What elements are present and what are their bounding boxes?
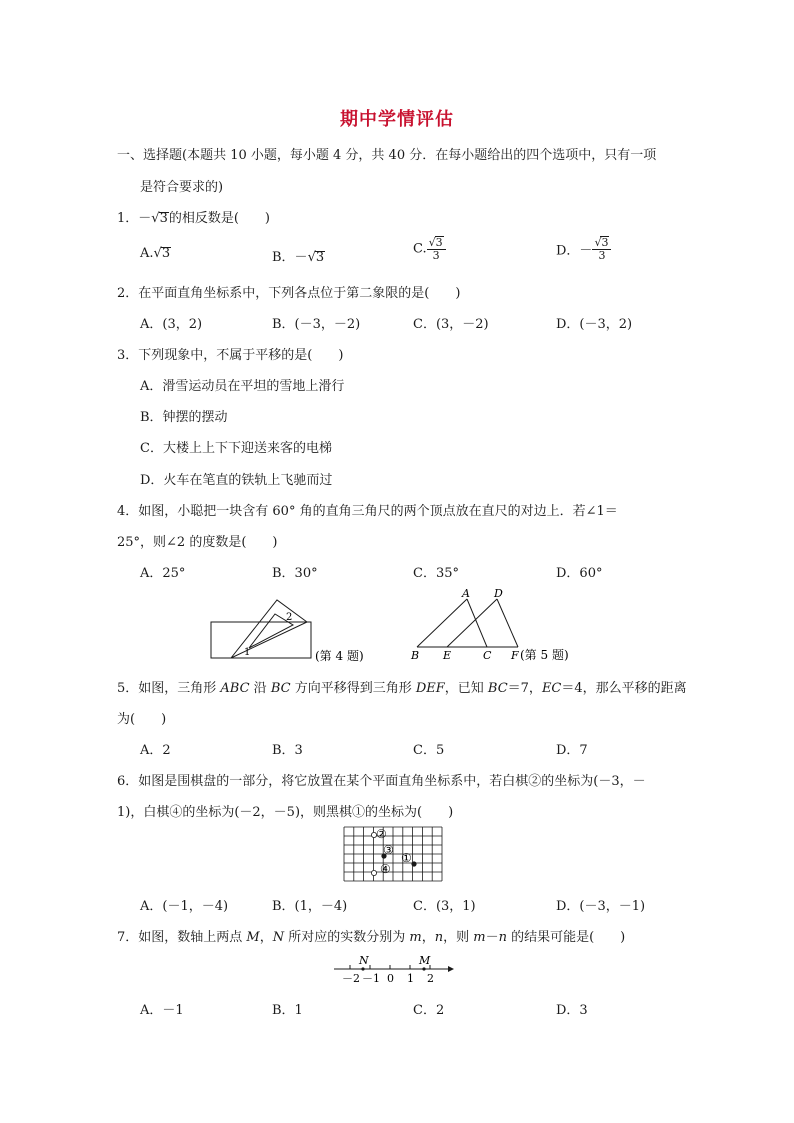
section-instructions-line2: 是符合要求的) xyxy=(140,180,224,195)
q4-stem-line2: 25°，则∠2 的度数是( ) xyxy=(117,535,278,550)
q7-option-b: B．1 xyxy=(272,1003,303,1018)
page-title: 期中学情评估 xyxy=(340,109,454,130)
q6-option-b: B．(1，－4) xyxy=(272,899,348,914)
q5-label-B: B xyxy=(411,649,420,662)
arrow-right-icon xyxy=(448,966,454,972)
q5-label-D: D xyxy=(494,587,503,600)
q3-option-b: B．钟摆的摆动 xyxy=(140,410,228,425)
q6-option-d: D．(－3，－1) xyxy=(556,899,646,914)
q1-option-b: B．－√3 xyxy=(272,250,325,265)
q2-option-c: C．(3，－2) xyxy=(413,317,489,332)
section-instructions-line1: 一、选择题(本题共 10 小题，每小题 4 分，共 40 分．在每小题给出的四个选项中，只有一项 xyxy=(117,148,657,163)
q7-label-N: N xyxy=(359,954,369,967)
q4-stem-line1: 4．如图，小聪把一块含有 60° 角的直角三角尺的两个顶点放在直尺的对边上．若∠1＝ xyxy=(117,504,618,519)
black-stone-2 xyxy=(411,861,416,866)
tick-label-0: 0 xyxy=(387,972,394,985)
q4-option-a: A．25° xyxy=(140,566,186,581)
q5-option-d: D．7 xyxy=(556,743,588,758)
q4-option-b: B．30° xyxy=(272,566,318,581)
triangle-ruler-outer xyxy=(231,600,307,658)
q3-option-d: D．火车在笔直的铁轨上飞驰而过 xyxy=(140,473,333,488)
q5-label-A: A xyxy=(462,587,470,600)
q6-option-a: A．(－1，－4) xyxy=(140,899,229,914)
q5-option-b: B．3 xyxy=(272,743,303,758)
q7-stem: 7．如图，数轴上两点 M，N 所对应的实数分别为 m，n，则 m－n 的结果可能是( ) xyxy=(117,930,626,945)
q3-stem: 3．下列现象中，不属于平移的是( ) xyxy=(117,348,344,363)
q2-option-d: D．(－3，2) xyxy=(556,317,633,332)
q6-stem-line1: 6．如图是围棋盘的一部分，将它放置在某个平面直角坐标系中，若白棋②的坐标为(－3，－ xyxy=(117,774,646,789)
q7-option-d: D．3 xyxy=(556,1003,588,1018)
q2-option-b: B．(－3，－2) xyxy=(272,317,361,332)
q5-label-E: E xyxy=(443,649,452,662)
q5-stem-line1: 5．如图，三角形 ABC 沿 BC 方向平移得到三角形 DEF，已知 BC＝7，EC＝4，那么平移的距离 xyxy=(117,681,687,696)
stone-label-3: ③ xyxy=(383,843,394,857)
q5-figure xyxy=(405,587,605,667)
tick-label-neg1: －1 xyxy=(362,972,380,985)
q2-stem: 2．在平面直角坐标系中，下列各点位于第二象限的是( ) xyxy=(117,286,461,301)
tick-label-neg2: －2 xyxy=(342,972,360,985)
q4-angle1-label: 1 xyxy=(244,647,251,658)
q7-number-line xyxy=(330,952,460,986)
q3-option-a: A．滑雪运动员在平坦的雪地上滑行 xyxy=(140,379,345,394)
q4-angle2-label: 2 xyxy=(286,612,293,623)
q7-option-c: C．2 xyxy=(413,1003,445,1018)
q6-option-c: C．(3，1) xyxy=(413,899,476,914)
q5-label-C: C xyxy=(483,649,492,662)
tick-label-2: 2 xyxy=(427,972,434,985)
q1-option-d: D．－ $\frac{√3}{3}$ xyxy=(556,236,611,262)
q4-option-d: D．60° xyxy=(556,566,603,581)
q5-label-F: F xyxy=(511,649,519,662)
q5-figure-caption: (第 5 题) xyxy=(520,648,569,662)
q1-stem: 1．－√3的相反数是( ) xyxy=(117,211,271,226)
q3-option-c: C．大楼上上下下迎送来客的电梯 xyxy=(140,441,332,456)
stone-label-2: ② xyxy=(376,827,387,841)
q1-option-c: C. $\frac{√3}{3}$ xyxy=(413,236,446,262)
white-stone-4 xyxy=(371,870,376,875)
q4-figure-caption: (第 4 题) xyxy=(315,649,364,663)
q4-figure xyxy=(205,592,380,667)
q1-option-a: A.√3 xyxy=(140,246,171,261)
stone-label-4: ④ xyxy=(380,862,391,876)
q7-label-M: M xyxy=(419,954,431,967)
stone-label-1: ① xyxy=(401,851,412,865)
tick-label-1: 1 xyxy=(407,972,414,985)
q4-option-c: C．35° xyxy=(413,566,459,581)
point-M xyxy=(422,967,425,970)
q7-option-a: A．－1 xyxy=(140,1003,184,1018)
point-N xyxy=(361,967,364,970)
q5-option-a: A．2 xyxy=(140,743,171,758)
q5-option-c: C．5 xyxy=(413,743,445,758)
q6-go-board xyxy=(340,823,446,885)
q2-option-a: A．(3，2) xyxy=(140,317,203,332)
q6-stem-line2: 1)，白棋④的坐标为(－2，－5)，则黑棋①的坐标为( ) xyxy=(117,805,454,820)
q5-stem-line2: 为( ) xyxy=(117,712,167,727)
